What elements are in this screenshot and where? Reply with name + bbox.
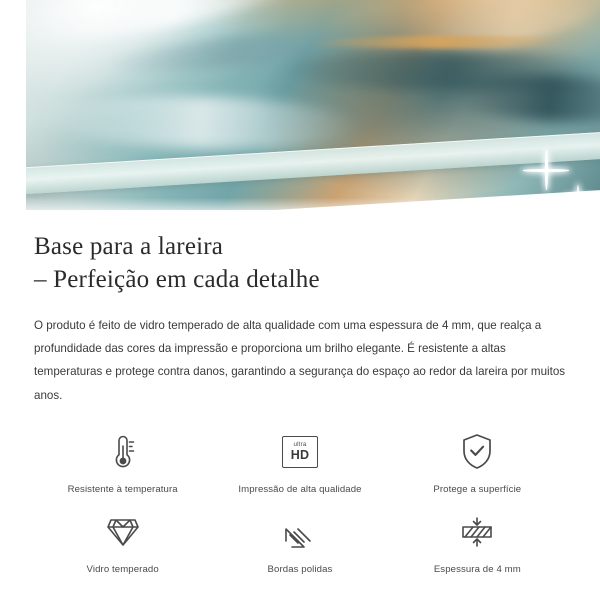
feature-label: Impressão de alta qualidade [238,483,362,495]
feature-item-polished-edges [211,509,388,575]
polished-edges-icon [280,509,320,555]
feature-item-thickness [389,509,566,575]
content-area [0,230,600,575]
feature-label: Vidro temperado [86,563,159,575]
headline-line-2: – Perfeição em cada detalhe [34,266,320,293]
feature-item-temperature-resistant [34,429,211,495]
feature-item-print-quality [211,429,388,495]
artwork-gold-vein [310,35,570,49]
feature-item-surface-protection [389,429,566,495]
artwork-streak [448,71,600,126]
hero-left-mask [0,0,26,218]
artwork-streak [219,0,552,10]
ultra-hd-top-label: ultra [293,440,307,448]
feature-label: Resistente à temperatura [67,483,178,495]
artwork-streak [279,50,600,93]
ultra-hd-bottom-label: HD [290,448,310,463]
feature-label: Espessura de 4 mm [433,563,521,575]
ultra-hd-icon [282,429,318,475]
product-description: O produto é feito de vidro temperado de alta qualidade com uma espessura de 4 mm, que realça a profundidade das cores da impressão e proporciona um brilho elegante. É resistente a altas temperaturas e protege contra danos, garantindo a segurança do espaço ao redor da lareira por muitos anos. [34,319,566,402]
hero-bottom-mask [0,210,600,218]
feature-item-tempered-glass [34,509,211,575]
artwork-streak [17,0,322,56]
diamond-icon [102,509,144,555]
artwork-streak [99,20,380,82]
headline-line-1: Base para a lareira [34,233,224,260]
feature-label: Bordas polidas [267,563,333,575]
hero-image [0,0,600,218]
page-title [34,230,566,296]
feature-grid [34,429,566,575]
shield-check-icon [457,429,497,475]
artwork-streak [395,0,600,69]
thermometer-icon [104,429,142,475]
artwork-streak [38,92,361,152]
thickness-arrows-icon [455,509,499,555]
feature-label: Protege a superfície [433,483,522,495]
